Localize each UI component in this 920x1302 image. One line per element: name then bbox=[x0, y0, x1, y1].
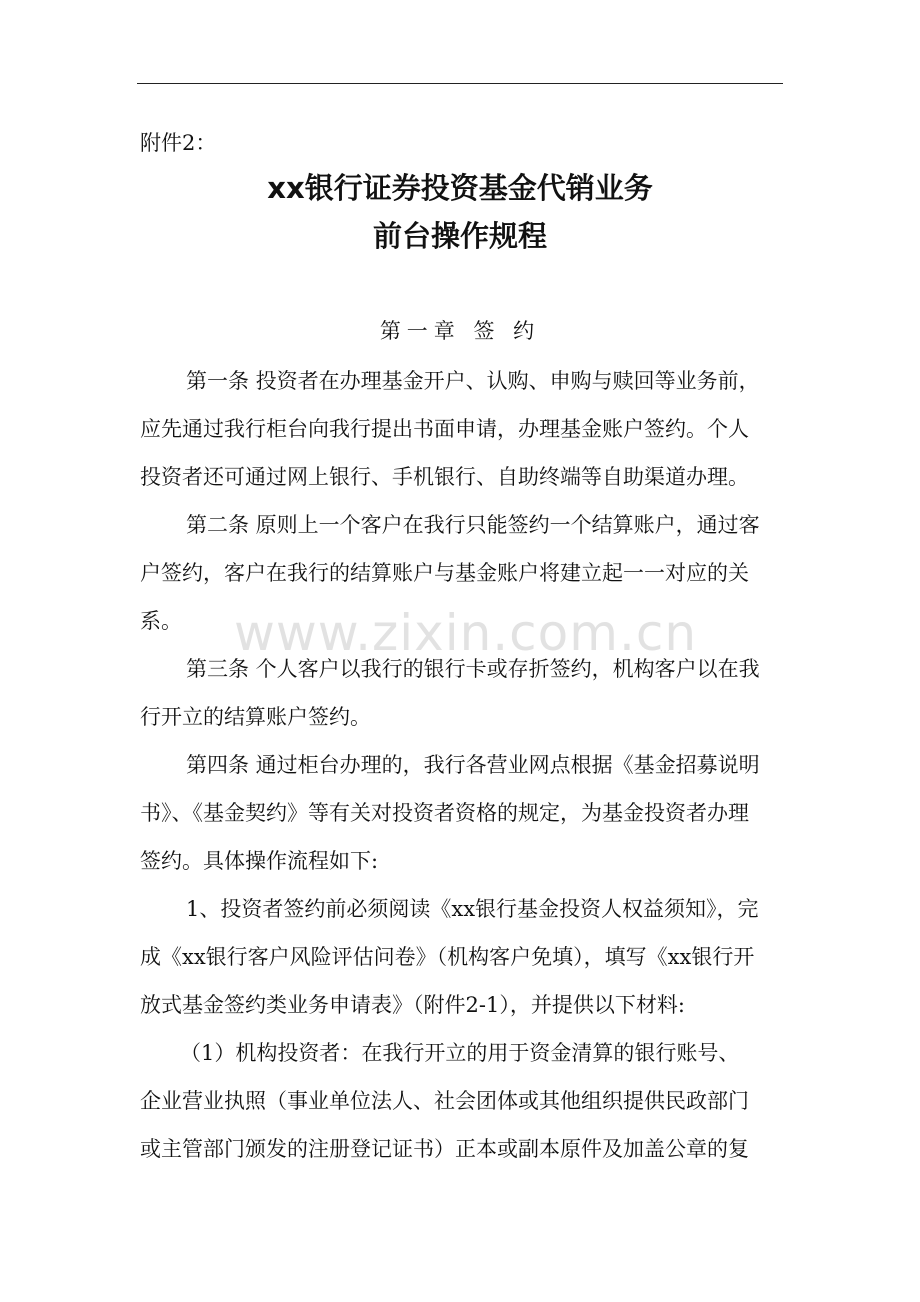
body-line: 第二条 原则上一个客户在我行只能签约一个结算账户，通过客 bbox=[186, 513, 760, 537]
body-line: 企业营业执照（事业单位法人、社会团体或其他组织提供民政部门 bbox=[140, 1089, 749, 1113]
body-line: 放式基金签约类业务申请表》（附件2-1），并提供以下材料: bbox=[140, 993, 685, 1017]
watermark: www.zixin.com.cn bbox=[234, 604, 698, 662]
chapter-heading: 第一章 签 约 bbox=[379, 319, 541, 343]
body-line: 第四条 通过柜台办理的，我行各营业网点根据《基金招募说明 bbox=[186, 753, 760, 777]
body-line: 投资者还可通过网上银行、手机银行、自助终端等自助渠道办理。 bbox=[140, 465, 749, 489]
body-line: （1）机构投资者：在我行开立的用于资金清算的银行账号、 bbox=[180, 1041, 740, 1065]
body-line: 签约。具体操作流程如下: bbox=[140, 849, 379, 873]
body-line: 1、投资者签约前必须阅读《xx银行基金投资人权益须知》，完 bbox=[186, 897, 759, 921]
body-line: 第三条 个人客户以我行的银行卡或存折签约，机构客户以在我 bbox=[186, 657, 760, 681]
attachment-label: 附件2： bbox=[140, 131, 217, 155]
body-line: 成《xx银行客户风险评估问卷》（机构客户免填），填写《xx银行开 bbox=[140, 945, 755, 969]
body-line: 应先通过我行柜台向我行提出书面申请，办理基金账户签约。个人 bbox=[140, 417, 749, 441]
body-line: 行开立的结算账户签约。 bbox=[140, 705, 371, 729]
body-line: 第一条 投资者在办理基金开户、认购、申购与赎回等业务前， bbox=[186, 369, 760, 393]
header-rule bbox=[137, 83, 783, 84]
document-title-line-1: xx银行证券投资基金代销业务 bbox=[267, 171, 653, 205]
document-title-line-2: 前台操作规程 bbox=[372, 219, 547, 253]
body-line: 或主管部门颁发的注册登记证书）正本或副本原件及加盖公章的复 bbox=[140, 1137, 749, 1161]
body-line: 书》、《基金契约》等有关对投资者资格的规定，为基金投资者办理 bbox=[140, 801, 749, 825]
body-line: 系。 bbox=[140, 609, 182, 633]
body-line: 户签约，客户在我行的结算账户与基金账户将建立起一一对应的关 bbox=[140, 561, 749, 585]
